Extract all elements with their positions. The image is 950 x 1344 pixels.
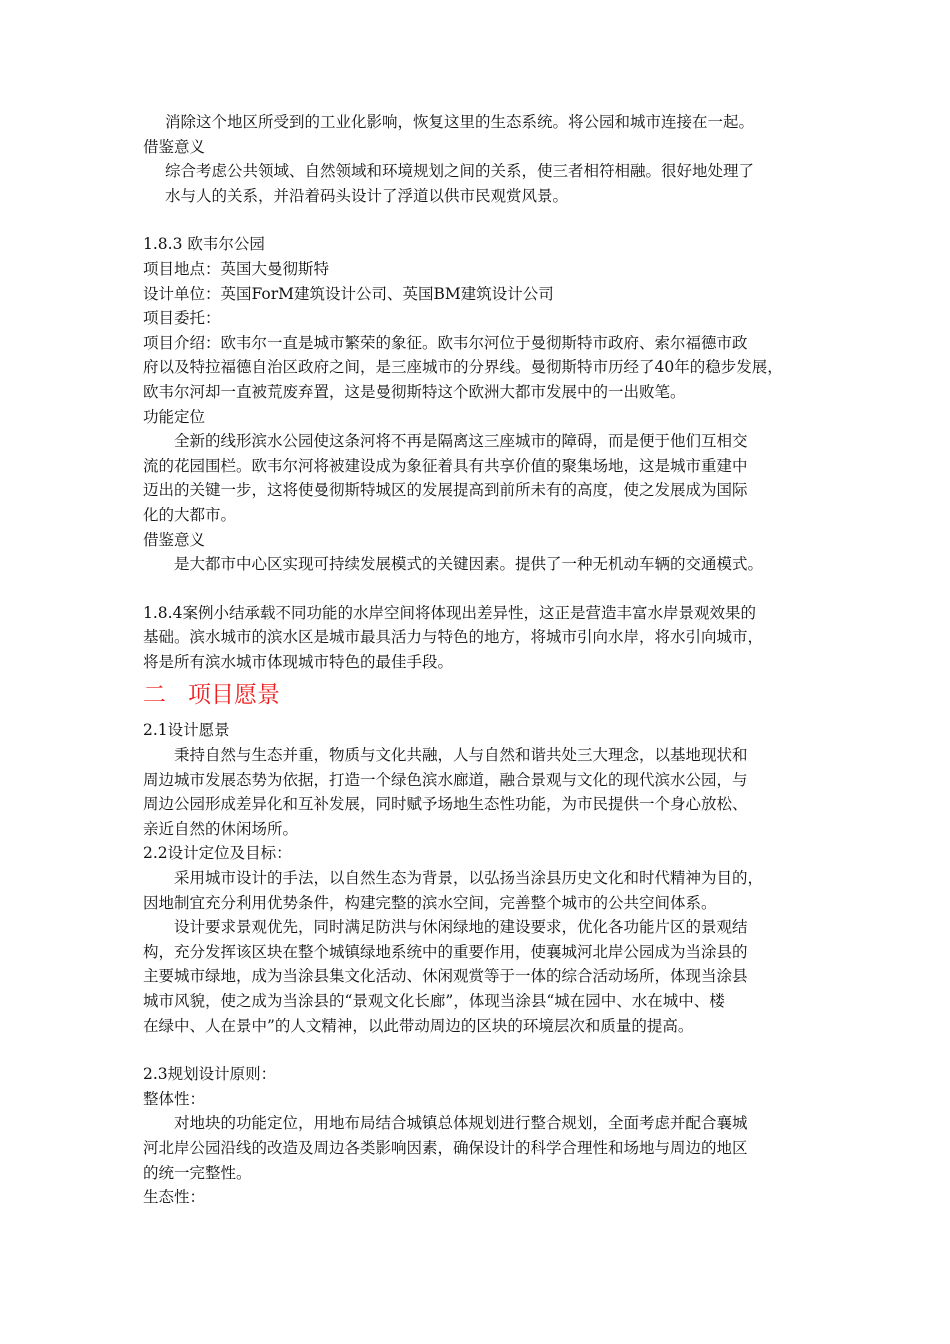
principle-heading: 整体性： bbox=[143, 1089, 206, 1108]
positioning-line: 城市风貌，使之成为当涂县的“景观文化长廊”，体现当涂县“城在园中、水在城中、楼 bbox=[143, 992, 725, 1010]
function-line: 迈出的关键一步，这将使曼彻斯特城区的发展提高到前所未有的高度，使之发展成为国际 bbox=[143, 481, 748, 500]
significance-line: 水与人的关系，并沿着码头设计了浮道以供市民观赏风景。 bbox=[165, 186, 569, 205]
project-intro-line: 项目介绍：欧韦尔一直是城市繁荣的象征。欧韦尔河位于曼彻斯特市政府、索尔福德市政 bbox=[143, 333, 748, 352]
project-intro-line: 府以及特拉福德自治区政府之间，是三座城市的分界线。曼彻斯特市历经了40年的稳步发展， bbox=[143, 358, 783, 377]
heading-significance: 借鉴意义 bbox=[143, 137, 206, 156]
subsection-heading: 2.2设计定位及目标： bbox=[143, 844, 292, 863]
section-heading bbox=[143, 678, 833, 712]
significance-line: 综合考虑公共领域、自然领域和环境规划之间的关系，使三者相符相融。很好地处理了 bbox=[165, 162, 755, 181]
vision-line: 秉持自然与生态并重，物质与文化共融，人与自然和谐共处三大理念，以基地现状和 bbox=[174, 746, 748, 765]
vision-line: 周边城市发展态势为依据，打造一个绿色滨水廊道，融合景观与文化的现代滨水公园，与 bbox=[143, 770, 748, 789]
significance-line: 是大都市中心区实现可持续发展模式的关键因素。提供了一种无机动车辆的交通模式。 bbox=[174, 555, 764, 574]
function-line: 全新的线形滨水公园使这条河将不再是隔离这三座城市的障碍，而是便于他们互相交 bbox=[174, 432, 748, 451]
document-page bbox=[143, 110, 833, 1210]
positioning-line: 在绿中、人在景中”的人文精神，以此带动周边的区块的环境层次和质量的提高。 bbox=[143, 1016, 694, 1035]
intro-line: 消除这个地区所受到的工业化影响，恢复这里的生态系统。将公园和城市连接在一起。 bbox=[165, 113, 755, 131]
case-title: 1.8.3 欧韦尔公园 bbox=[143, 235, 265, 254]
project-client: 项目委托： bbox=[143, 309, 221, 328]
positioning-line: 设计要求景观优先，同时满足防洪与休闲绿地的建设要求，优化各功能片区的景观结 bbox=[174, 918, 748, 937]
positioning-line: 主要城市绿地，成为当涂县集文化活动、休闲观赏等于一体的综合活动场所，体现当涂县 bbox=[143, 967, 748, 986]
positioning-line: 构，充分发挥该区块在整个城镇绿地系统中的重要作用，使襄城河北岸公园成为当涂县的 bbox=[143, 942, 748, 961]
project-location: 项目地点：英国大曼彻斯特 bbox=[143, 259, 330, 278]
heading-function: 功能定位 bbox=[143, 407, 206, 426]
vision-line: 亲近自然的休闲场所。 bbox=[143, 819, 299, 838]
subsection-heading: 2.1设计愿景 bbox=[143, 721, 230, 740]
summary-line: 基础。滨水城市的滨水区是城市最具活力与特色的地方，将城市引向水岸，将水引向城市， bbox=[143, 628, 764, 647]
project-intro-line: 欧韦尔河却一直被荒废弃置，这是曼彻斯特这个欧洲大都市发展中的一出败笔。 bbox=[143, 382, 686, 401]
principle-heading: 生态性： bbox=[143, 1188, 206, 1207]
project-designer: 设计单位：英国ForM建筑设计公司、英国BM建筑设计公司 bbox=[143, 284, 554, 303]
heading-significance: 借鉴意义 bbox=[143, 530, 206, 549]
function-line: 流的花园围栏。欧韦尔河将被建设成为象征着具有共享价值的聚集场地，这是城市重建中 bbox=[143, 456, 748, 475]
summary-line: 1.8.4案例小结承载不同功能的水岸空间将体现出差异性，这正是营造丰富水岸景观效果的 bbox=[143, 603, 756, 622]
principle-line: 的统一完整性。 bbox=[143, 1163, 252, 1182]
section-title: 项目愿景 bbox=[188, 682, 280, 709]
vision-line: 周边公园形成差异化和互补发展，同时赋予场地生态性功能，为市民提供一个身心放松、 bbox=[143, 795, 748, 814]
section-number: 二 bbox=[143, 682, 166, 709]
summary-line: 将是所有滨水城市体现城市特色的最佳手段。 bbox=[143, 652, 454, 671]
positioning-line: 采用城市设计的手法，以自然生态为背景，以弘扬当涂县历史文化和时代精神为目的， bbox=[174, 869, 764, 888]
positioning-line: 因地制宜充分利用优势条件，构建完整的滨水空间，完善整个城市的公共空间体系。 bbox=[143, 893, 717, 912]
principle-line: 河北岸公园沿线的改造及周边各类影响因素，确保设计的科学合理性和场地与周边的地区 bbox=[143, 1138, 748, 1157]
principle-line: 对地块的功能定位，用地布局结合城镇总体规划进行整合规划，全面考虑并配合襄城 bbox=[174, 1114, 748, 1133]
function-line: 化的大都市。 bbox=[143, 505, 237, 524]
subsection-heading: 2.3规划设计原则： bbox=[143, 1065, 277, 1084]
